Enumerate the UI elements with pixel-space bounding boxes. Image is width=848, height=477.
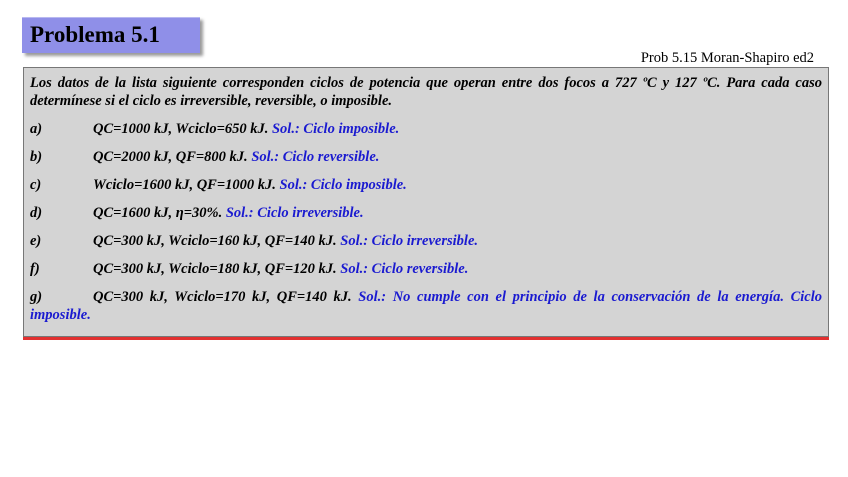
item-solution: Sol.: Ciclo reversible. bbox=[340, 261, 469, 277]
item-data: QC=1000 kJ, Wciclo=650 kJ. bbox=[93, 121, 269, 137]
item-solution: Sol.: Ciclo irreversible. bbox=[340, 233, 479, 249]
item-data: Wciclo=1600 kJ, QF=1000 kJ. bbox=[93, 177, 276, 193]
item-label: b) bbox=[30, 149, 43, 165]
item-label: e) bbox=[30, 233, 42, 249]
item-solution: Sol.: Ciclo reversible. bbox=[251, 149, 380, 165]
item-label: c) bbox=[30, 177, 42, 193]
item-data: QC=1600 kJ, η=30%. bbox=[93, 205, 223, 221]
item-solution: Sol.: Ciclo imposible. bbox=[271, 121, 400, 137]
list-item bbox=[30, 120, 822, 138]
item-label: a) bbox=[30, 121, 43, 137]
list-item bbox=[30, 232, 822, 250]
item-label: f) bbox=[30, 261, 40, 277]
list-item bbox=[30, 148, 822, 166]
problem-statement: Los datos de la lista siguiente corresponden ciclos de potencia que operan entre dos focos a 727 ºC y 127 ºC. Para cada caso determínese si el ciclo es irreversible, reversible, o imposible. bbox=[30, 75, 822, 109]
item-label: d) bbox=[30, 205, 43, 221]
list-item bbox=[30, 260, 822, 278]
item-solution: Sol.: Ciclo imposible. bbox=[279, 177, 407, 193]
item-solution: Sol.: No cumple con el principio de la conservación de la energía. Ciclo imposible. bbox=[30, 289, 823, 323]
title-box bbox=[22, 17, 200, 53]
item-data: QC=300 kJ, Wciclo=170 kJ, QF=140 kJ. bbox=[93, 289, 352, 305]
source-reference: Prob 5.15 Moran-Shapiro ed2 bbox=[640, 50, 814, 66]
list-item bbox=[30, 176, 822, 194]
item-data: QC=300 kJ, Wciclo=160 kJ, QF=140 kJ. bbox=[93, 233, 337, 249]
item-data: QC=2000 kJ, QF=800 kJ. bbox=[93, 149, 248, 165]
problem-content bbox=[30, 74, 822, 324]
item-data: QC=300 kJ, Wciclo=180 kJ, QF=120 kJ. bbox=[93, 261, 337, 277]
problem-box bbox=[23, 67, 829, 337]
item-solution: Sol.: Ciclo irreversible. bbox=[225, 205, 364, 221]
item-label: g) bbox=[30, 289, 43, 305]
page-title: Problema 5.1 bbox=[30, 22, 160, 47]
list-item bbox=[30, 288, 822, 324]
list-item bbox=[30, 204, 822, 222]
